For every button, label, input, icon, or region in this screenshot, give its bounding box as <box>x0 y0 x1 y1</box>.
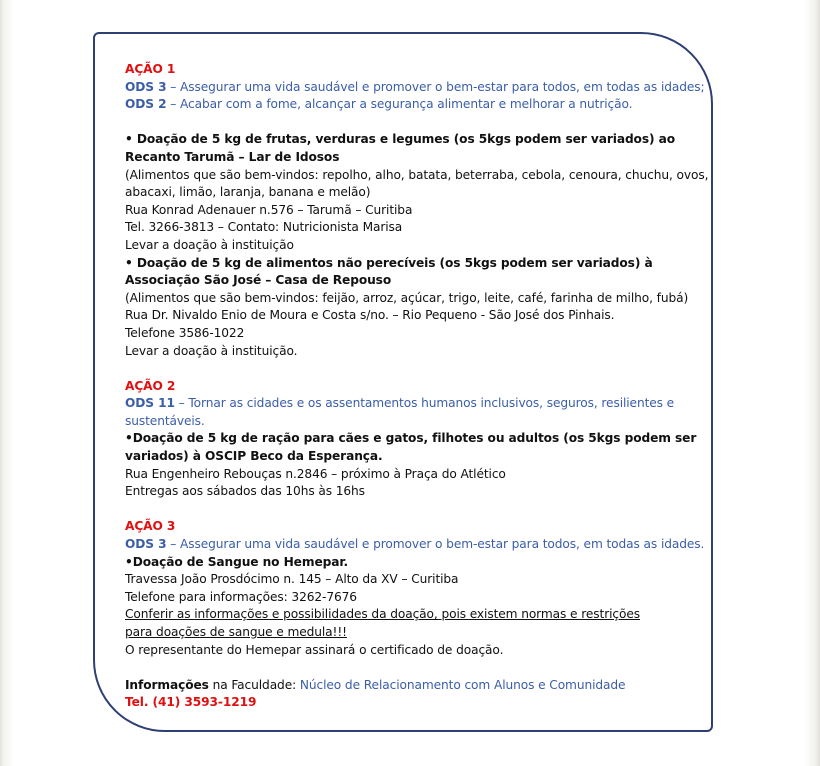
acao1-ods3 <box>125 79 715 97</box>
spacer <box>125 360 715 378</box>
acao1-item2-address: Rua Dr. Nivaldo Enio de Moura e Costa s/no. – Rio Pequeno - São José dos Pinhais. <box>125 308 615 323</box>
acao1-item1-delivery: Levar a doação à instituição <box>125 237 294 252</box>
footer-info-label: Informações <box>125 677 209 692</box>
acao1-item2-heading: • Doação de 5 kg de alimentos não perecíveis (os 5kgs podem ser variados) à Associação São José – Casa de Repouso <box>125 255 653 288</box>
acao3-item-heading: •Doação de Sangue no Hemepar. <box>125 554 349 569</box>
acao1-ods3-text: – Assegurar uma vida saudável e promover o bem-estar para todos, em todas as idades; <box>166 79 705 94</box>
footer-info <box>125 677 715 695</box>
acao1-ods2-text: – Acabar com a fome, alcançar a segurança alimentar e melhorar a nutrição. <box>166 97 633 112</box>
acao1-ods2-code: ODS 2 <box>125 97 167 112</box>
acao2-title: AÇÃO 2 <box>125 378 176 393</box>
acao2-ods11-code: ODS 11 <box>125 396 175 411</box>
spacer <box>125 659 715 677</box>
acao3-item-certificate: O representante do Hemepar assinará o certificado de doação. <box>125 642 504 657</box>
acao1-item1-heading: • Doação de 5 kg de frutas, verduras e legumes (os 5kgs podem ser variados) ao Recanto Tarumã – Lar de Idosos <box>125 132 675 164</box>
acao1-item1-foods: (Alimentos que são bem-vindos: repolho, alho, batata, beterraba, cebola, cenoura, chuchu, ovos, abacaxi, limão, laranja, banana e melão) <box>125 167 709 200</box>
acao2-item-address: Rua Engenheiro Rebouças n.2846 – próximo à Praça do Atlético <box>125 466 506 481</box>
footer-tel: Tel. (41) 3593-1219 <box>125 695 257 710</box>
acao3-title: AÇÃO 3 <box>125 519 176 534</box>
acao2-ods11-text: – Tornar as cidades e os assentamentos humanos inclusivos, seguros, resilientes e sustentáveis. <box>125 396 675 428</box>
card-content <box>125 61 715 712</box>
acao3-ods3-code: ODS 3 <box>125 537 167 552</box>
acao2-ods11 <box>125 395 715 430</box>
spacer <box>125 501 715 519</box>
acao3-ods3 <box>125 536 715 554</box>
acao3-item-notice: Conferir as informações e possibilidades da doação, pois existem normas e restrições para doações de sangue e medula!!! <box>125 607 640 639</box>
acao1-ods2 <box>125 96 715 114</box>
acao1-item2-phone: Telefone 3586-1022 <box>125 325 245 340</box>
acao2-item-heading: •Doação de 5 kg de ração para cães e gatos, filhotes ou adultos (os 5kgs podem ser variados) à OSCIP Beco da Esperança. <box>125 431 697 464</box>
acao3-item-address: Travessa João Prosdócimo n. 145 – Alto da XV – Curitiba <box>125 572 459 587</box>
page-right-edge <box>804 0 820 766</box>
footer-info-mid: na Faculdade: <box>208 677 300 692</box>
acao1-item1-phone: Tel. 3266-3813 – Contato: Nutricionista Marisa <box>125 220 403 235</box>
acao1-item2-delivery: Levar a doação à instituição. <box>125 343 298 358</box>
spacer <box>125 114 715 132</box>
footer-info-value: Núcleo de Relacionamento com Alunos e Comunidade <box>299 677 626 692</box>
acao3-item-phone: Telefone para informações: 3262-7676 <box>125 589 357 604</box>
acao1-ods3-code: ODS 3 <box>125 79 167 94</box>
page-left-edge <box>0 0 14 766</box>
acao1-item1-address: Rua Konrad Adenauer n.576 – Tarumã – Curitiba <box>125 202 413 217</box>
acao3-ods3-text: – Assegurar uma vida saudável e promover o bem-estar para todos, em todas as idades. <box>166 537 705 552</box>
acao1-title: AÇÃO 1 <box>125 62 176 76</box>
acao2-item-schedule: Entregas aos sábados das 10hs às 16hs <box>125 484 365 499</box>
acao1-item2-foods: (Alimentos que são bem-vindos: feijão, arroz, açúcar, trigo, leite, café, farinha de milho, fubá) <box>125 290 689 305</box>
